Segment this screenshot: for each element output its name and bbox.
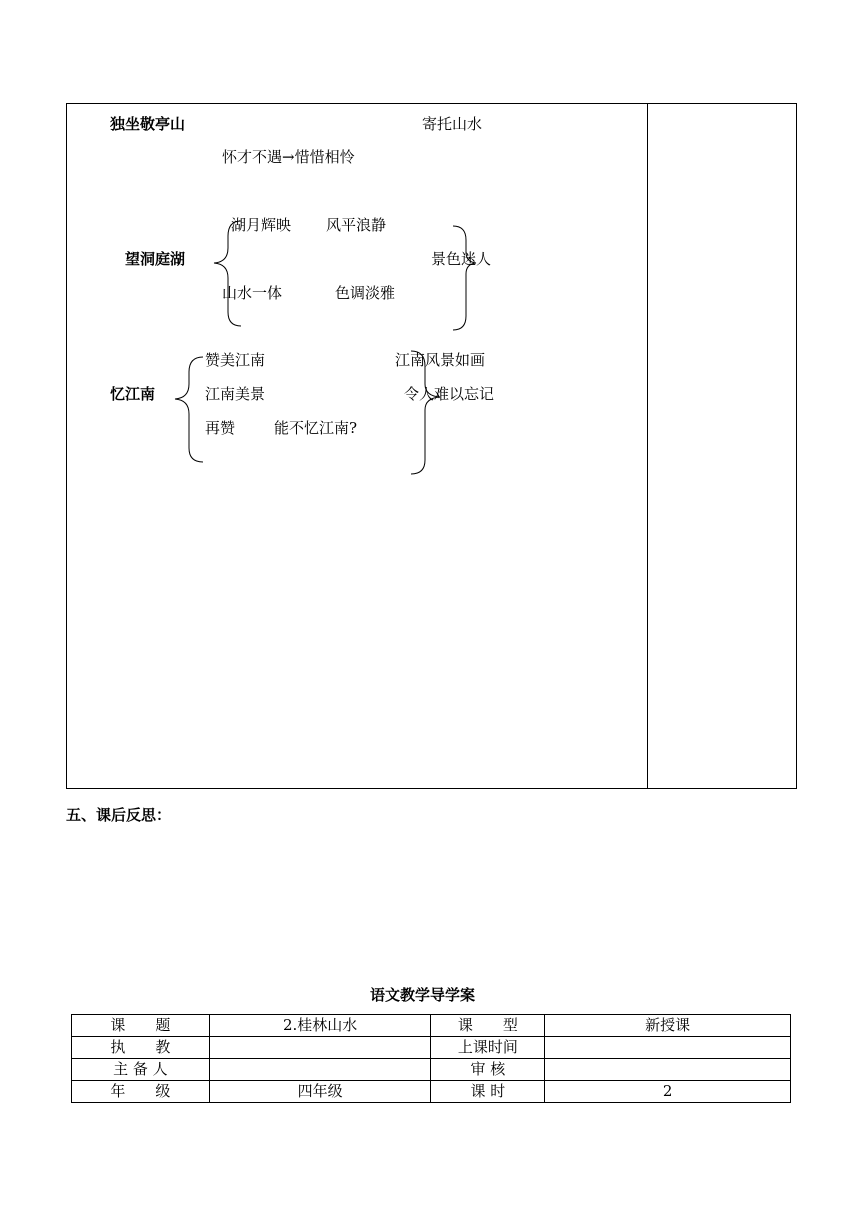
label-grade: 年 级: [72, 1081, 210, 1103]
poem1-theme: 寄托山水: [422, 115, 483, 133]
poem2-left-brace: [214, 221, 241, 326]
poem3-line3b: 能不忆江南?: [274, 419, 358, 437]
value-periods: 2: [545, 1081, 791, 1103]
poem1-line: 怀才不遇→惜惜相怜: [222, 148, 355, 166]
table-row: [72, 1081, 791, 1103]
label-class-time: 上课时间: [431, 1037, 545, 1059]
value-reviewer: [545, 1059, 791, 1081]
poem3-summary1: 江南风景如画: [395, 351, 486, 369]
poem3-line2: 江南美景: [205, 385, 266, 403]
poem2-line1b: 风平浪静: [326, 216, 387, 234]
poem2-right-brace: [453, 226, 476, 330]
label-lesson-type: 课 型: [431, 1015, 545, 1037]
table-row: [72, 1059, 791, 1081]
poem2-title: 望洞庭湖: [125, 250, 186, 268]
poem1-title: 独坐敬亭山: [110, 115, 186, 133]
poem3-title: 忆江南: [110, 385, 156, 403]
poem3-line1: 赞美江南: [205, 351, 266, 369]
lesson-info-table: [71, 1014, 791, 1103]
label-periods: 课 时: [431, 1081, 545, 1103]
label-teacher: 执 教: [72, 1037, 210, 1059]
poem2-line2a: 山水一体: [222, 284, 283, 302]
value-topic: 2.桂林山水: [209, 1015, 431, 1037]
poem3-line3a: 再赞: [205, 419, 236, 437]
poem2-summary: 景色迷人: [431, 250, 492, 268]
value-preparer: [209, 1059, 431, 1081]
plan-title: 语文教学导学案: [370, 986, 476, 1004]
poem2-line2b: 色调淡雅: [335, 284, 396, 302]
reflection-heading: 五、课后反思：: [66, 806, 172, 824]
value-class-time: [545, 1037, 791, 1059]
poem2-line1a: 湖月辉映: [231, 216, 292, 234]
label-preparer: 主 备 人: [72, 1059, 210, 1081]
poem3-right-brace: [411, 351, 440, 474]
table-row: [72, 1015, 791, 1037]
table-row: [72, 1037, 791, 1059]
value-teacher: [209, 1037, 431, 1059]
poem3-summary2: 令人难以忘记: [404, 385, 495, 403]
label-topic: 课 题: [72, 1015, 210, 1037]
poem3-left-brace: [175, 357, 203, 462]
value-lesson-type: 新授课: [545, 1015, 791, 1037]
value-grade: 四年级: [209, 1081, 431, 1103]
label-reviewer: 审 核: [431, 1059, 545, 1081]
